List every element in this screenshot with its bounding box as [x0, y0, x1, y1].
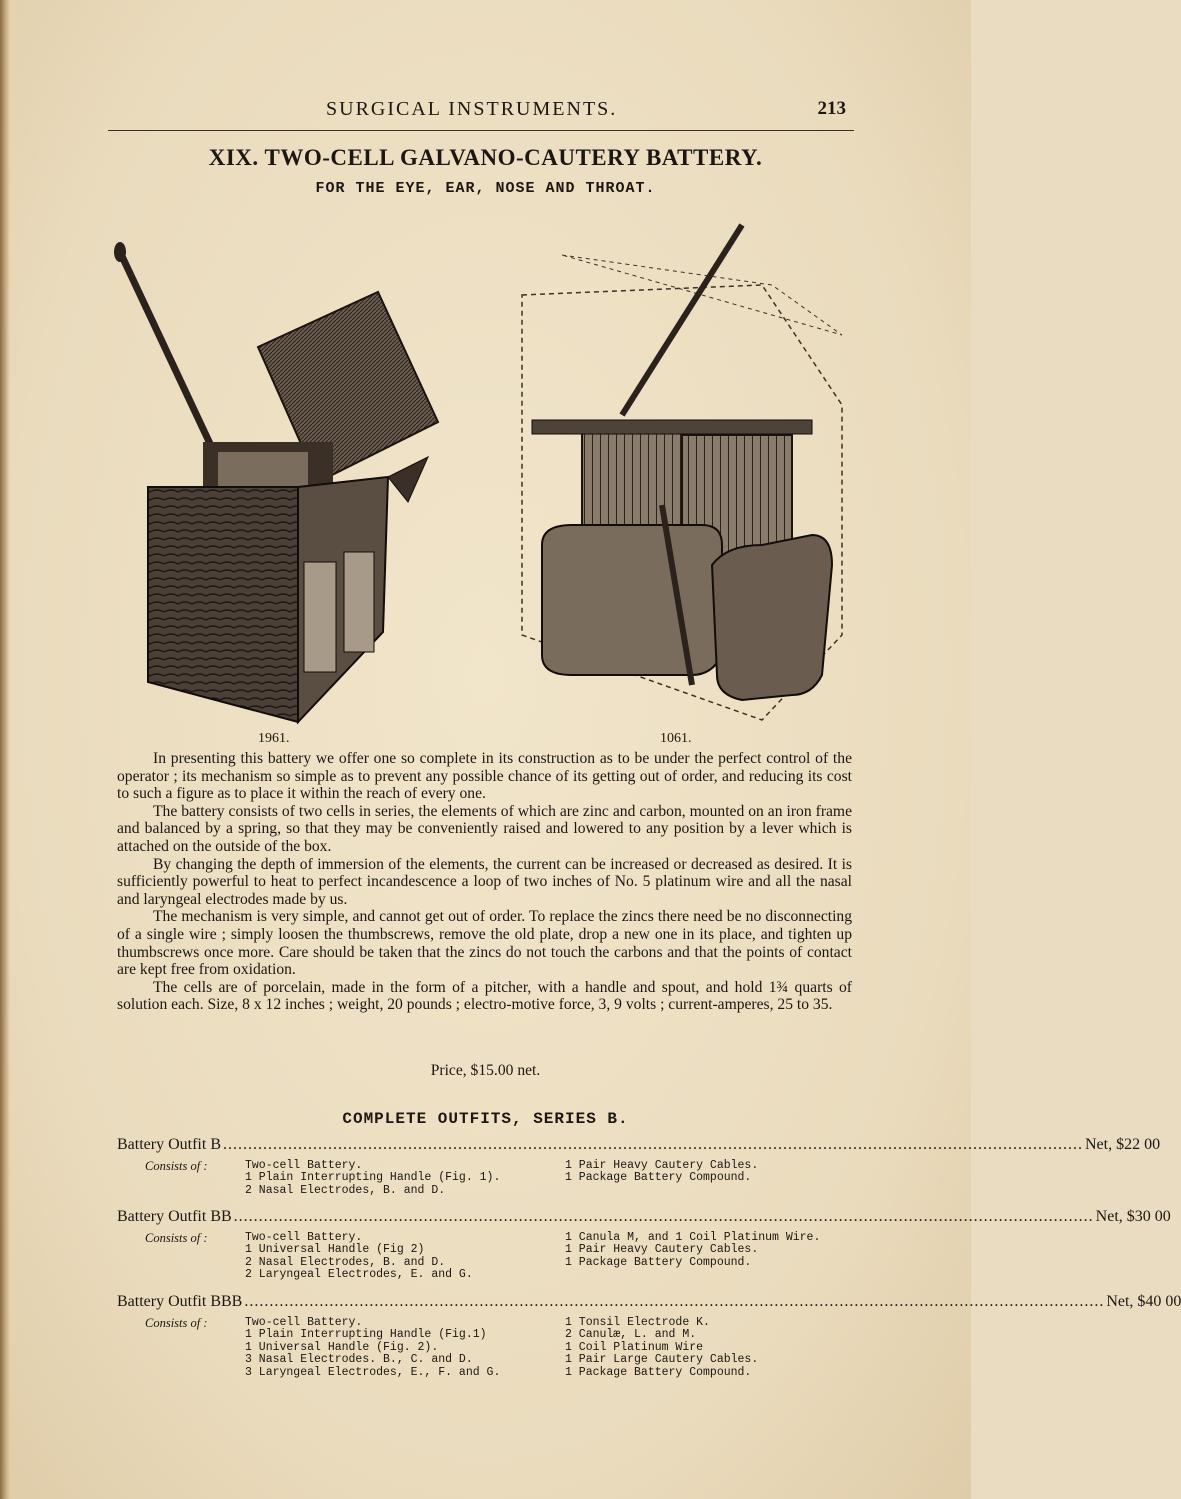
description-text: [117, 750, 852, 1014]
consists-of-label: Consists of :: [145, 1159, 208, 1173]
outfit-b-contents-left: [245, 1160, 500, 1197]
page-spine-edge: [0, 0, 10, 1499]
figure-caption-1961: 1961.: [258, 731, 290, 746]
list-item: 3 Laryngeal Electrodes, E., F. and G.: [245, 1365, 501, 1379]
dot-leader: ............................................................................................................................................................................: [244, 1293, 1105, 1310]
running-title: SURGICAL INSTRUMENTS.: [326, 98, 618, 120]
outfit-row-b: [117, 1136, 1161, 1154]
figure-caption-1061: 1061.: [660, 731, 692, 746]
list-item: 2 Canulæ, L. and M.: [565, 1328, 697, 1342]
outfit-row-bbb: [117, 1293, 1181, 1311]
list-item: Two-cell Battery.: [245, 1159, 363, 1172]
list-item: 1 Tonsil Electrode K.: [565, 1316, 710, 1329]
list-item: 1 Package Battery Compound.: [565, 1171, 752, 1185]
dot-leader: ............................................................................................................................................................................: [222, 1136, 1083, 1153]
outfit-bbb-contents-left: [245, 1317, 500, 1379]
list-item: 1 Coil Platinum Wire: [565, 1340, 704, 1354]
outfits-title: COMPLETE OUTFITS, SERIES B.: [342, 1110, 629, 1128]
page-number: 213: [817, 98, 846, 119]
list-item: 1 Universal Handle (Fig. 2).: [245, 1340, 439, 1354]
consists-of-label: Consists of :: [145, 1316, 208, 1330]
list-item: 1 Canula M, and 1 Coil Platinum Wire.: [565, 1231, 821, 1244]
paragraph: The cells are of porcelain, made in the form of a pitcher, with a handle and spout, and hold 1¾ quarts of solution each. Size, 8 x 12 inches ; weight, 20 pounds ; electro-motive force, 3, 9 volts ; current-amperes, 25 to 35.: [117, 978, 852, 1014]
consists-of-label: Consists of :: [145, 1231, 208, 1245]
section-subtitle: FOR THE EYE, EAR, NOSE AND THROAT.: [315, 180, 656, 197]
dot-leader: ............................................................................................................................................................................: [233, 1208, 1094, 1225]
list-item: 2 Nasal Electrodes, B. and D.: [245, 1183, 446, 1197]
outfit-bb-contents-left: [245, 1232, 473, 1282]
list-item: Two-cell Battery.: [245, 1316, 363, 1329]
paragraph: The mechanism is very simple, and cannot get out of order. To replace the zincs there need be no disconnecting of a single wire ; simply loosen the thumbscrews, remove the old plate, drop a new one in its place, and tighten up thumbscrews once more. Care should be taken that the zincs do not touch the carbons and that the points of contact are kept free from oxidation.: [117, 908, 852, 979]
section-title: XIX. TWO-CELL GALVANO-CAUTERY BATTERY.: [208, 145, 763, 170]
outfit-price: Net, $22 00: [1084, 1136, 1161, 1153]
outfit-name: Battery Outfit B: [117, 1136, 221, 1153]
list-item: 1 Universal Handle (Fig 2): [245, 1243, 425, 1257]
list-item: 1 Package Battery Compound.: [565, 1255, 752, 1269]
list-item: 1 Plain Interrupting Handle (Fig.1): [245, 1328, 487, 1342]
list-item: 1 Pair Heavy Cautery Cables.: [565, 1243, 759, 1257]
outfit-b-contents-right: [565, 1160, 758, 1185]
outfit-name: Battery Outfit BBB: [117, 1293, 243, 1310]
price-line: Price, $15.00 net.: [430, 1062, 541, 1079]
closed-battery-case-illustration: [108, 232, 498, 732]
outfit-price: Net, $40 00: [1106, 1293, 1181, 1310]
list-item: 2 Nasal Electrodes, B. and D.: [245, 1255, 446, 1269]
list-item: 2 Laryngeal Electrodes, E. and G.: [245, 1268, 473, 1282]
outfit-row-bb: [117, 1208, 1171, 1226]
outfit-price: Net, $30 00: [1095, 1208, 1171, 1225]
list-item: Two-cell Battery.: [245, 1231, 363, 1244]
outfit-bb-contents-right: [565, 1232, 820, 1269]
list-item: 1 Pair Heavy Cautery Cables.: [565, 1159, 759, 1172]
list-item: 1 Pair Large Cautery Cables.: [565, 1353, 759, 1367]
list-item: 1 Plain Interrupting Handle (Fig. 1).: [245, 1171, 501, 1185]
list-item: 1 Package Battery Compound.: [565, 1365, 752, 1379]
list-item: 3 Nasal Electrodes. B., C. and D.: [245, 1353, 473, 1367]
open-battery-cells-illustration: [512, 215, 857, 730]
paragraph: In presenting this battery we offer one so complete in its construction as to be under the perfect control of the operator ; its mechanism so simple as to prevent any possible chance of its getting out of order, and reducing its cost to such a figure as to place it within the reach of every one.: [117, 750, 852, 803]
running-header: [108, 96, 854, 131]
outfit-name: Battery Outfit BB: [117, 1208, 232, 1225]
outfit-bbb-contents-right: [565, 1317, 758, 1379]
paragraph: The battery consists of two cells in series, the elements of which are zinc and carbon, mounted on an iron frame and balanced by a spring, so that they may be conveniently raised and lowered to any position by a lever which is attached on the outside of the box.: [117, 802, 852, 855]
paragraph: By changing the depth of immersion of the elements, the current can be increased or decreased as desired. It is sufficiently powerful to heat to perfect incandescence a loop of two inches of No. 5 platinum wire and all the nasal and laryngeal electrodes made by us.: [117, 855, 852, 908]
